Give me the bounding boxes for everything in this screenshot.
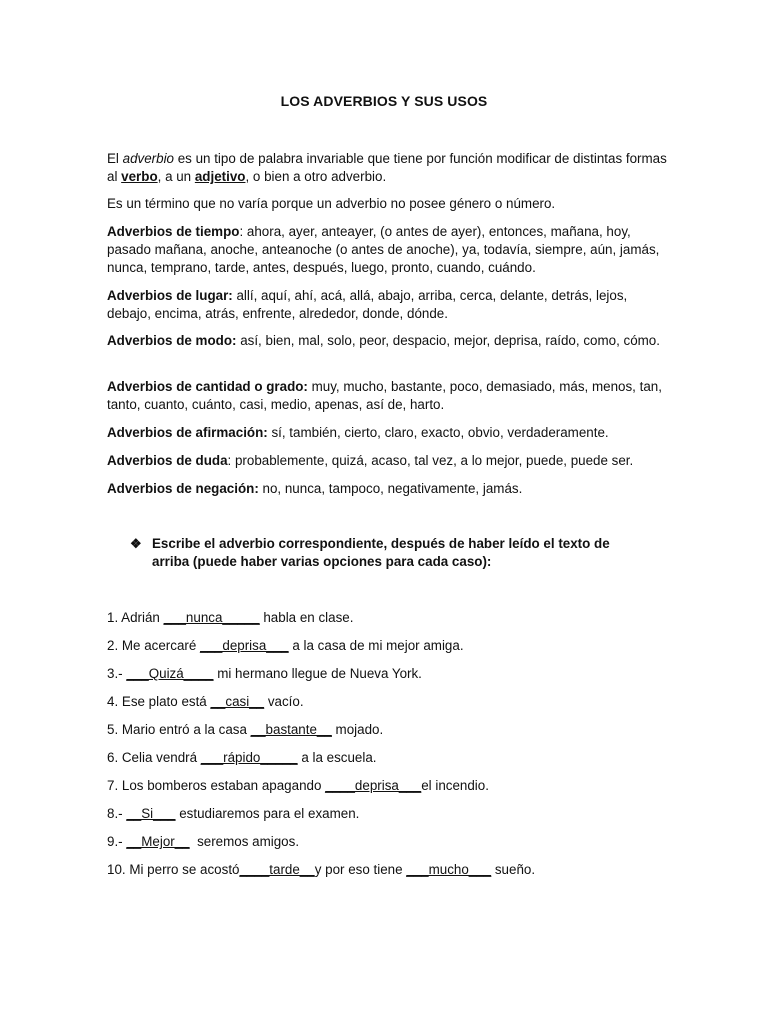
answer-blank: __Mejor__ (126, 834, 190, 849)
category-text: allí, aquí, ahí, acá, allá, abajo, arriba, cerca, delante, detrás, lejos, debajo, encima, atrás, enfrente, alrededor, donde, dónde. (107, 288, 628, 322)
exercise-text: 9.- (107, 834, 127, 849)
exercise-text: seremos amigos. (189, 834, 300, 849)
exercise-text: a la escuela. (297, 750, 377, 765)
verbo-term: verbo (121, 169, 158, 185)
page-title: LOS ADVERBIOS Y SUS USOS (280, 93, 488, 109)
category-text: muy, mucho, bastante, poco, demasiado, más, menos, tan, tanto, cuanto, cuánto, casi, medio, apenas, así de, harto. (107, 379, 662, 413)
exercise-text: a la casa de mi mejor amiga. (288, 638, 464, 653)
exercise-item (107, 833, 299, 851)
exercise-text: y por eso tiene (314, 862, 407, 877)
exercise-text: 7. Los bomberos estaban apagando (107, 778, 326, 793)
intro-text-4: , o bien a otro adverbio. (245, 169, 387, 185)
exercise-text: 10. Mi perro se acostó (107, 862, 240, 877)
intro-text-1: El (107, 151, 123, 166)
exercise-text: vacío. (264, 694, 304, 709)
exercise-text: habla en clase. (259, 610, 354, 625)
diamond-bullet-icon: ❖ (130, 536, 142, 551)
adjetivo-term: adjetivo (194, 169, 246, 185)
category-text: : ahora, ayer, anteayer, (o antes de ayer), entonces, mañana, hoy, pasado mañana, anoche, anteanoche (o antes de anoche), ya, todavía, siempre, aún, jamás, nunca, temprano, tarde, antes, después, luego, pronto, cuando, cuándo. (107, 224, 660, 276)
category-text: : probablemente, quizá, acaso, tal vez, a lo mejor, puede, puede ser. (227, 453, 634, 468)
exercise-text: 5. Mario entró a la casa (107, 722, 251, 737)
answer-blank: ___rápido_____ (200, 750, 298, 765)
exercise-item (107, 665, 422, 683)
adverbio-term: adverbio (122, 151, 175, 166)
answer-blank: __bastante__ (250, 722, 332, 737)
category-cantidad (107, 378, 667, 414)
category-modo (107, 332, 667, 350)
exercise-text: mojado. (331, 722, 384, 737)
category-label: Adverbios de modo: (107, 333, 237, 348)
category-afirmacion (107, 424, 667, 442)
answer-blank: ___mucho___ (406, 862, 492, 877)
category-negacion (107, 480, 667, 498)
exercise-text: sueño. (491, 862, 536, 877)
exercise-item (107, 777, 489, 795)
answer-blank: __casi__ (210, 694, 265, 709)
exercise-item (107, 805, 359, 823)
exercise-text: 2. Me acercaré (107, 638, 201, 653)
category-label: Adverbios de duda (107, 453, 228, 468)
exercise-text: 4. Ese plato está (107, 694, 211, 709)
answer-blank: ___deprisa___ (200, 638, 289, 653)
exercise-text: 8.- (107, 806, 127, 821)
category-label: Adverbios de negación: (107, 481, 259, 496)
category-tiempo (107, 223, 667, 278)
exercise-text: estudiaremos para el examen. (175, 806, 360, 821)
category-text: así, bien, mal, solo, peor, despacio, mejor, deprisa, raído, como, cómo. (236, 333, 660, 348)
category-label: Adverbios de cantidad o grado: (107, 379, 308, 394)
category-text: sí, también, cierto, claro, exacto, obvio, verdaderamente. (267, 425, 609, 440)
exercise-text: 1. Adrián (107, 610, 164, 625)
intro-text-2: es un tipo de palabra invariable que tiene por función modificar de distintas formas al (107, 151, 667, 185)
exercise-item (107, 749, 377, 767)
exercise-item (107, 637, 464, 655)
exercise-item (107, 609, 353, 627)
exercise-text: el incendio. (421, 778, 489, 793)
exercise-item (107, 721, 383, 739)
exercise-text: 3.- (107, 666, 127, 681)
category-lugar (107, 287, 667, 323)
answer-blank: __Si___ (126, 806, 176, 821)
category-duda (107, 452, 667, 470)
answer-blank: ___nunca_____ (163, 610, 260, 625)
category-label: Adverbios de lugar: (107, 288, 233, 303)
exercise-text: 6. Celia vendrá (107, 750, 201, 765)
exercise-item (107, 693, 304, 711)
exercise-instruction (130, 535, 650, 571)
category-label: Adverbios de afirmación: (107, 425, 268, 440)
answer-blank: ____deprisa___ (325, 778, 422, 793)
intro-paragraph (107, 150, 667, 186)
category-text: no, nunca, tampoco, negativamente, jamás. (258, 481, 523, 496)
exercise-text: mi hermano llegue de Nueva York. (213, 666, 422, 681)
answer-blank: ___Quizá____ (126, 666, 214, 681)
note-paragraph: Es un término que no varía porque un adverbio no posee género o número. (107, 196, 556, 211)
exercise-item (107, 861, 535, 879)
instruction-text: Escribe el adverbio correspondiente, después de haber leído el texto de arriba (puede haber varias opciones para cada caso): (152, 536, 610, 570)
intro-text-3: , a un (157, 169, 195, 185)
category-label: Adverbios de tiempo (107, 224, 240, 239)
answer-blank: ____tarde__ (239, 862, 315, 877)
